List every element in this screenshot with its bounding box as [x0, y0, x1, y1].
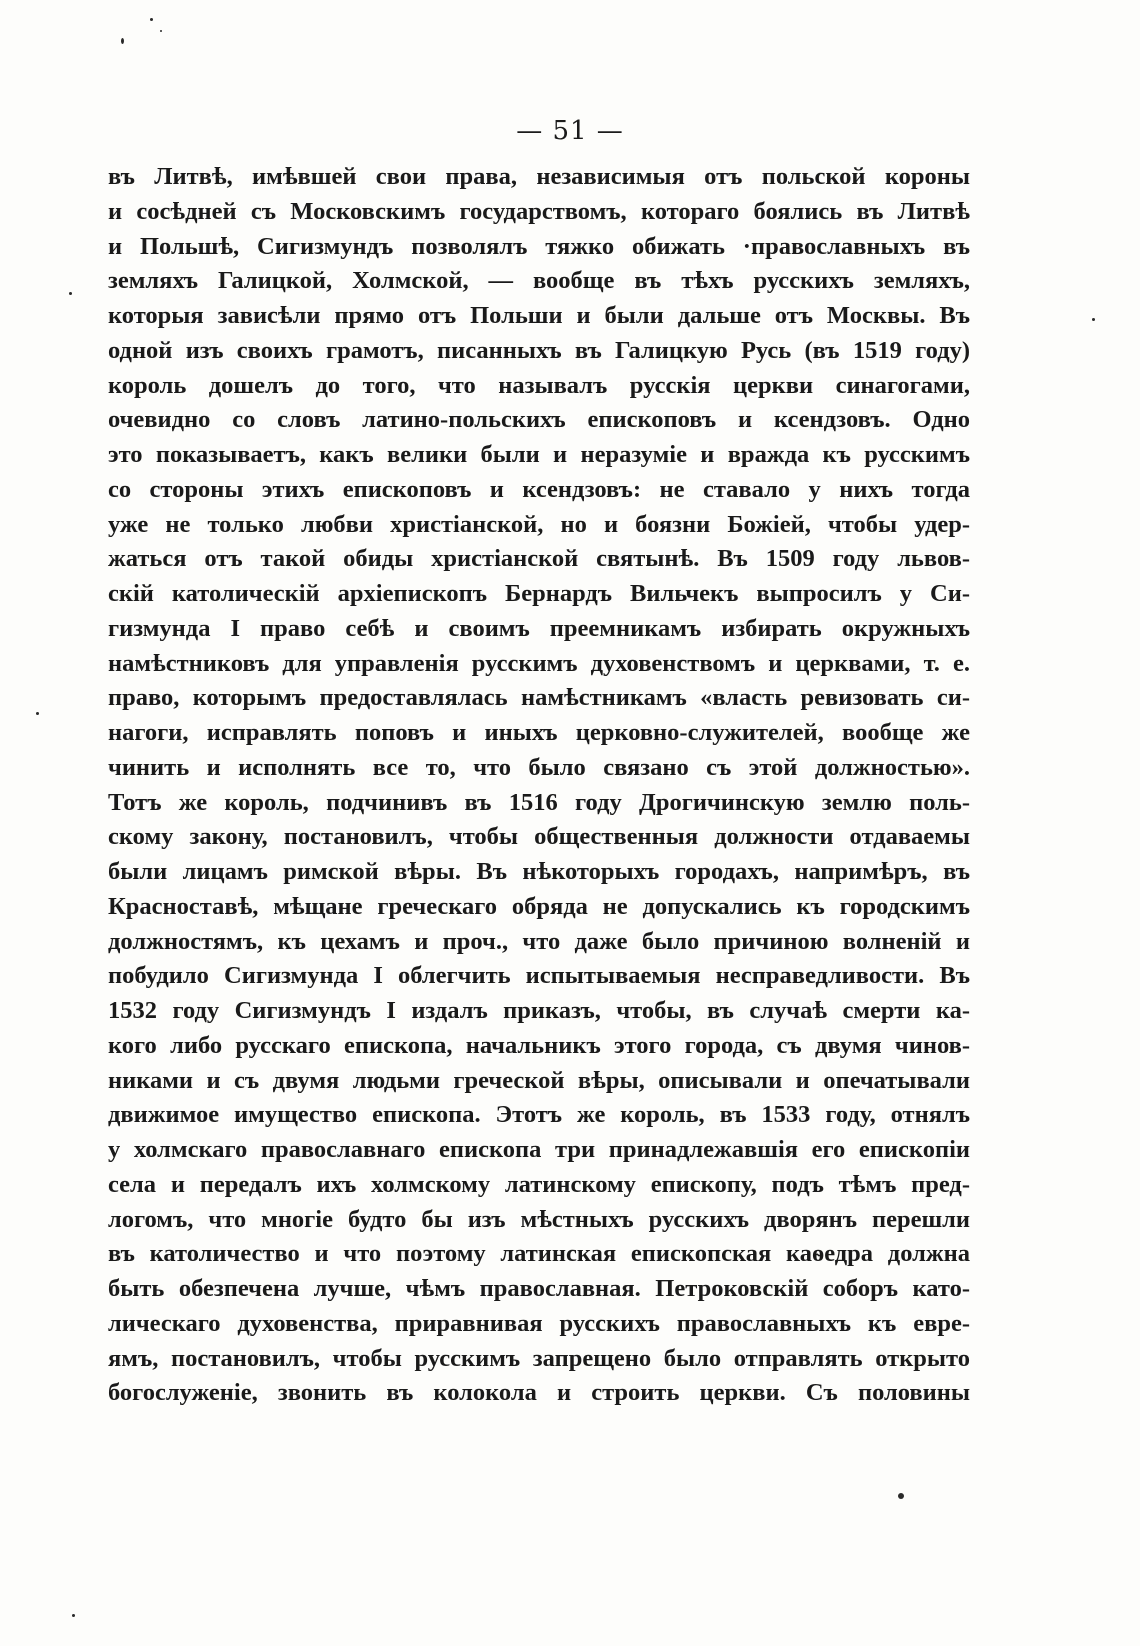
ink-speck [121, 38, 124, 44]
text-line: это показываетъ, какъ велики были и неразуміе и вражда къ русскимъ [108, 441, 970, 468]
text-line: одной изъ своихъ грамотъ, писанныхъ въ Галицкую Русь (въ 1519 году) [108, 336, 970, 364]
text-line: король дошелъ до того, что называлъ русскія церкви синагогами, [108, 371, 970, 399]
text-line: села и передалъ ихъ холмскому латинскому епископу, подъ тѣмъ пред- [108, 1170, 970, 1198]
text-line: богослуженіе, звонить въ колокола и строить церкви. Съ половины [108, 1379, 970, 1407]
text-line: жаться отъ такой обиды христіанской святынѣ. Въ 1509 году львов- [108, 545, 970, 573]
text-line: и сосѣдней съ Московскимъ государствомъ, котораго боялись въ Литвѣ [108, 197, 970, 225]
text-line: ямъ, постановилъ, чтобы русскимъ запрещено было отправлять открыто [108, 1344, 970, 1372]
text-line: Красноставѣ, мѣщане греческаго обряда не допускались къ городскимъ [108, 892, 970, 920]
body-text [108, 160, 970, 1411]
ink-speck [36, 712, 39, 715]
text-line: 1532 году Сигизмундъ I издалъ приказъ, чтобы, въ случаѣ смерти ка- [108, 997, 970, 1024]
text-line: движимое имущество епископа. Этотъ же король, въ 1533 году, отнялъ [108, 1101, 970, 1129]
text-line: въ Литвѣ, имѣвшей свои права, независимыя отъ польской короны [108, 163, 970, 190]
ink-speck [898, 1493, 904, 1499]
text-line: у холмскаго православнаго епископа три принадлежавшія его епископіи [108, 1136, 970, 1163]
ink-speck [69, 292, 72, 295]
text-line: земляхъ Галицкой, Холмской, — вообще въ тѣхъ русскихъ земляхъ, [108, 267, 970, 295]
text-line: быть обезпечена лучше, чѣмъ православная. Петроковскій соборъ като- [108, 1275, 970, 1302]
text-line: нагоги, исправлять поповъ и иныхъ церковно-служителей, вообще же [108, 719, 970, 746]
text-line: были лицамъ римской вѣры. Въ нѣкоторыхъ городахъ, напримѣръ, въ [108, 858, 970, 885]
text-line: въ католичество и что поэтому латинская епископская каѳедра должна [108, 1240, 970, 1268]
text-line: никами и съ двумя людьми греческой вѣры, описывали и опечатывали [108, 1066, 970, 1094]
text-line: уже не только любви христіанской, но и боязни Божіей, чтобы удер- [108, 510, 970, 538]
text-line: очевидно со словъ латино-польскихъ епископовъ и ксендзовъ. Одно [108, 406, 970, 434]
text-line: гизмунда I право себѣ и своимъ преемникамъ избирать окружныхъ [108, 614, 970, 642]
ink-speck [150, 18, 153, 21]
text-line: чинить и исполнять все то, что было связано съ этой должностью». [108, 753, 970, 781]
text-line: скому закону, постановилъ, чтобы общественныя должности отдаваемы [108, 823, 970, 851]
text-line: намѣстниковъ для управленія русскимъ духовенствомъ и церквами, т. е. [108, 649, 970, 677]
text-line: и Польшѣ, Сигизмундъ позволялъ тяжко обижать ·православныхъ въ [108, 232, 970, 260]
text-line: скій католическій архіепископъ Бернардъ Вильчекъ выпросилъ у Си- [108, 580, 970, 607]
text-line: должностямъ, къ цехамъ и проч., что даже было причиною волненій и [108, 927, 970, 955]
page-number: — 51 — [516, 116, 624, 146]
ink-speck [72, 1614, 75, 1617]
text-line: которыя зависѣли прямо отъ Польши и были дальше отъ Москвы. Въ [108, 302, 970, 329]
text-line: лическаго духовенства, приравнивая русскихъ православныхъ къ евре- [108, 1309, 970, 1337]
text-line: право, которымъ предоставлялась намѣстникамъ «власть ревизовать си- [108, 684, 970, 712]
text-line: Тотъ же король, подчинивъ въ 1516 году Дрогичинскую землю поль- [108, 788, 970, 816]
text-line: со стороны этихъ епископовъ и ксендзовъ: не ставало у нихъ тогда [108, 475, 970, 503]
ink-speck [160, 30, 162, 32]
text-line: логомъ, что многіе будто бы изъ мѣстныхъ русскихъ дворянъ перешли [108, 1205, 970, 1233]
text-line: побудило Сигизмунда I облегчить испытываемыя несправедливости. Въ [108, 962, 970, 990]
text-line: кого либо русскаго епископа, начальникъ этого города, съ двумя чинов- [108, 1031, 970, 1059]
ink-speck [1092, 318, 1095, 321]
